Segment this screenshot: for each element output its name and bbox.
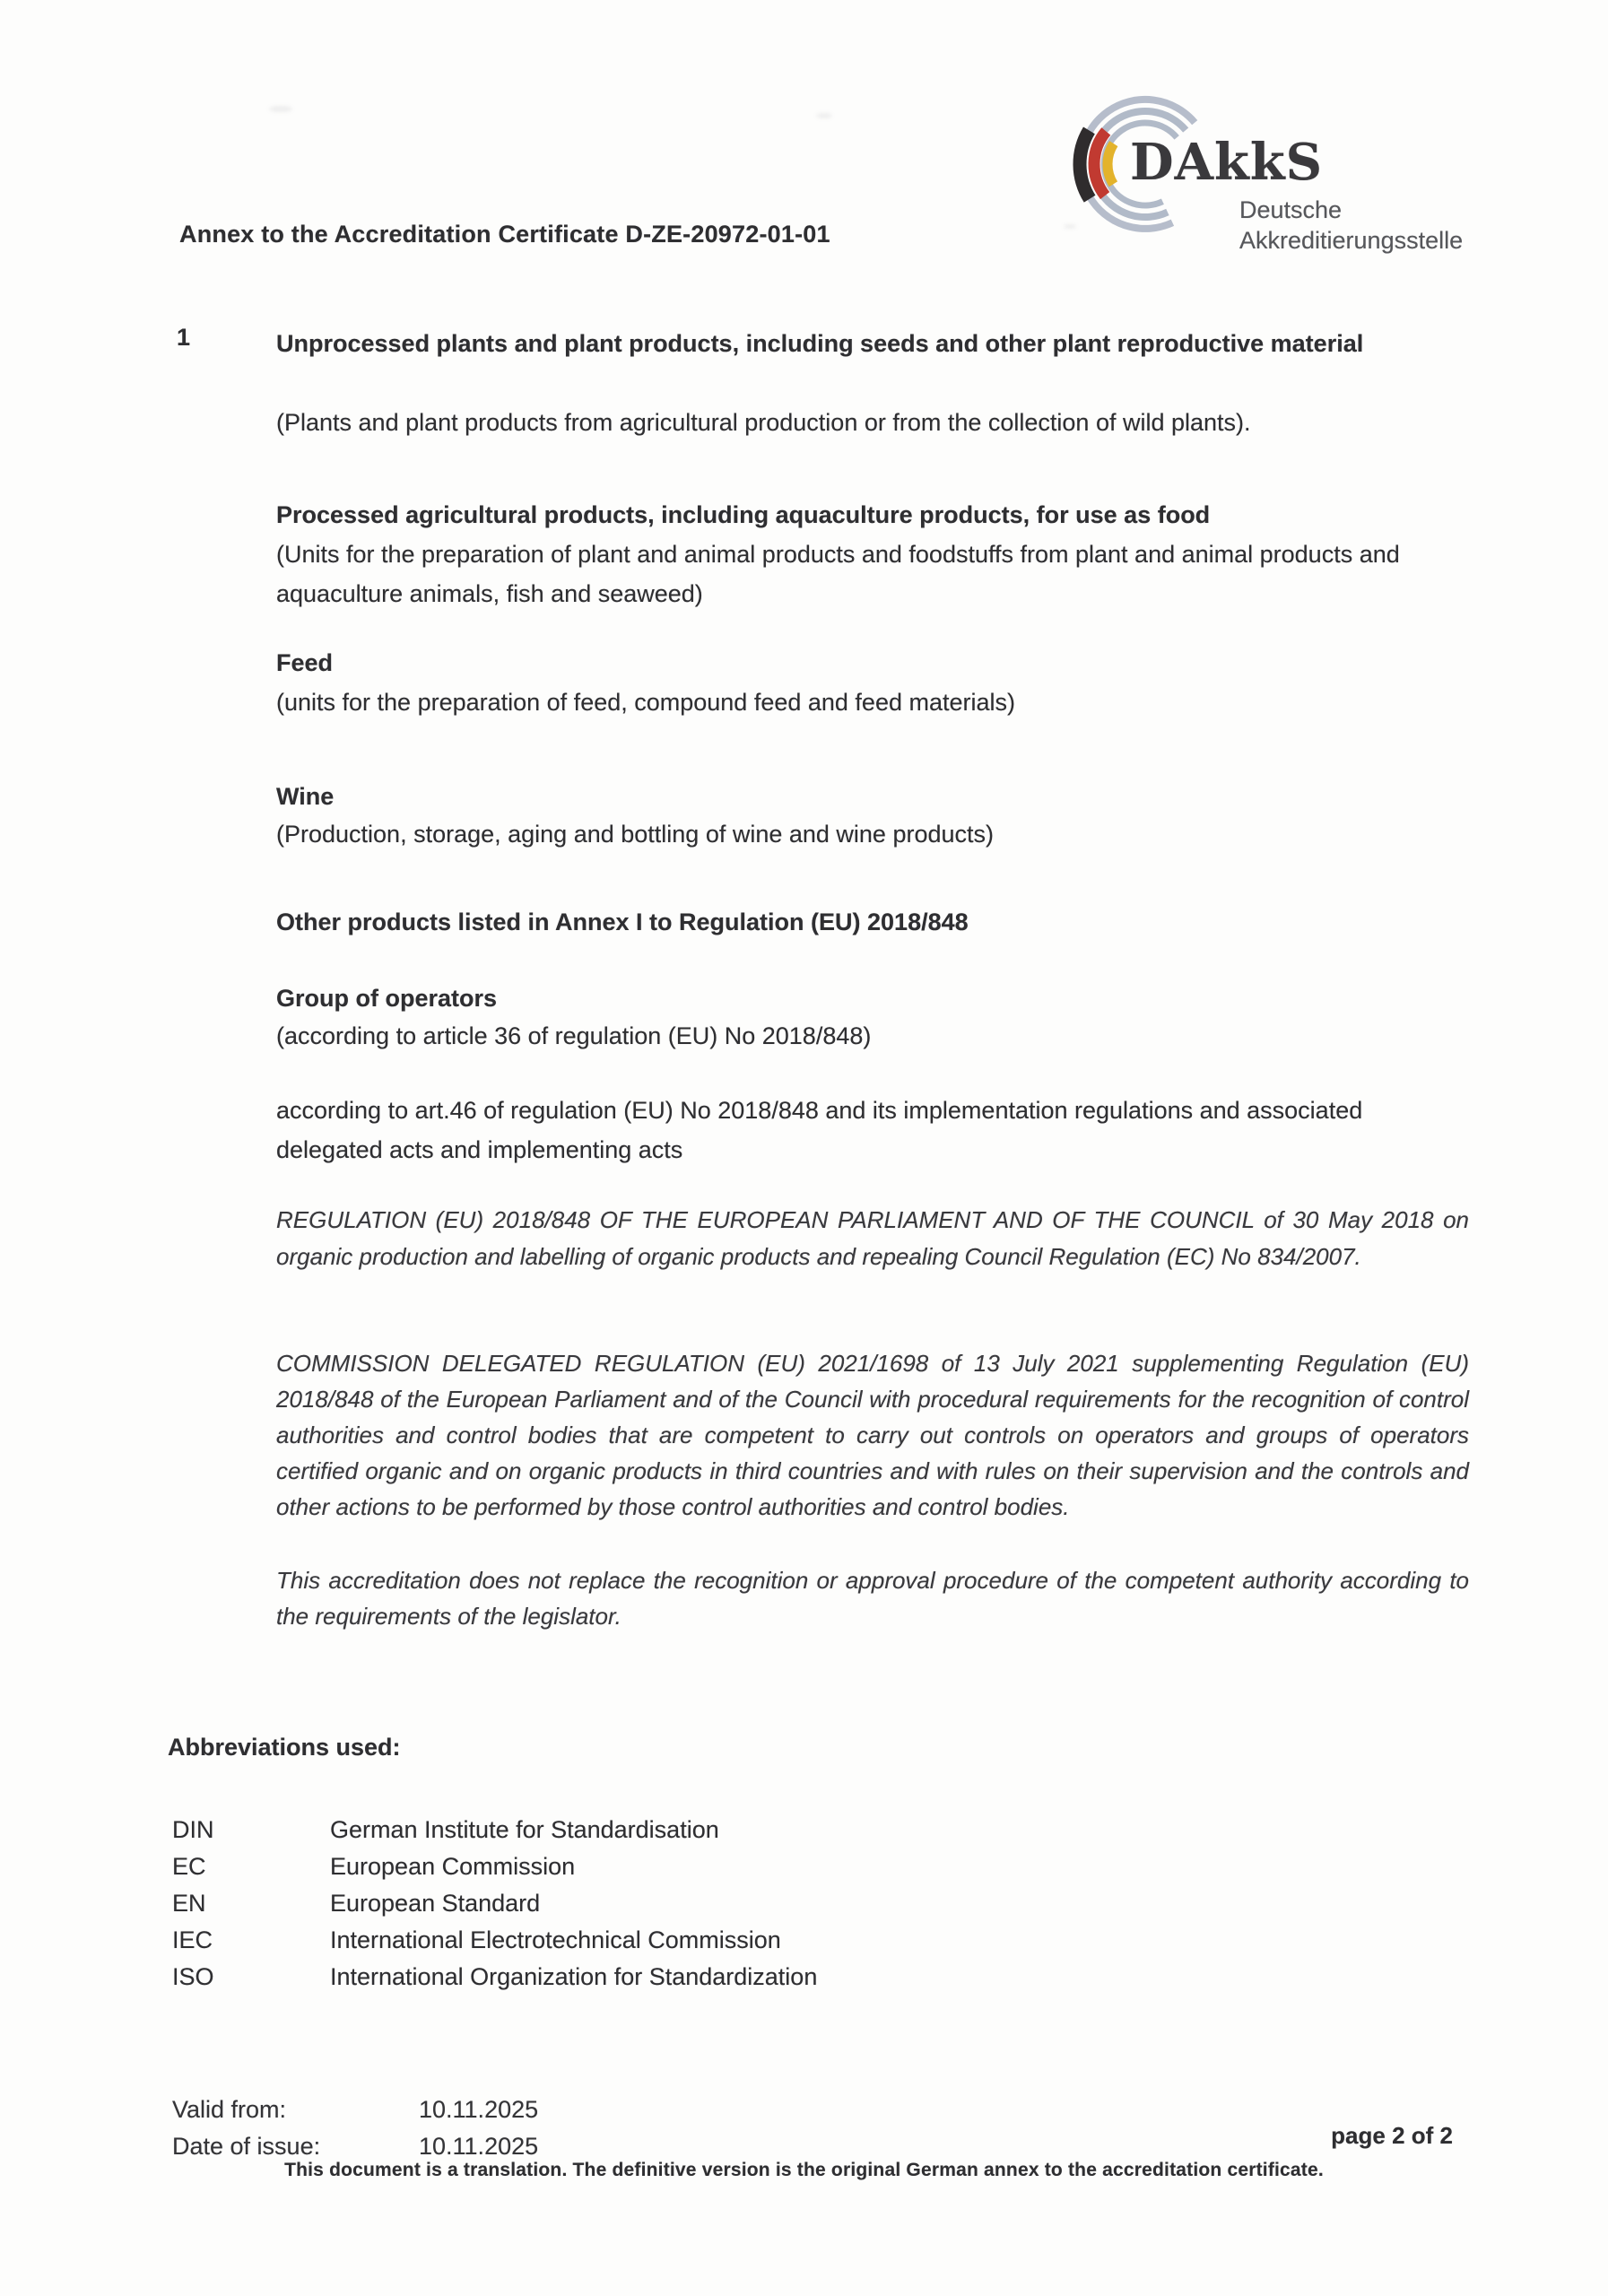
according-paragraph: according to art.46 of regulation (EU) No 2018/848 and its implementation regulations and associated delegated acts and implementing acts: [276, 1097, 1363, 1163]
section-group-heading: Group of operators: [276, 985, 498, 1012]
section-processed-heading: Processed agricultural products, including aquaculture products, for use as food: [276, 501, 1211, 528]
section-feed-heading: Feed: [276, 649, 334, 676]
valid-from-value: 10.11.2025: [419, 2096, 539, 2123]
logo-subtitle-line2: Akkreditierungsstelle: [1239, 227, 1464, 254]
section-other-products-heading: Other products listed in Annex I to Regulation (EU) 2018/848: [276, 909, 969, 935]
dakks-logo: [1045, 56, 1511, 262]
abbr-def-iec: International Electrotechnical Commission: [330, 1926, 781, 1953]
logo-wordmark: DAkkS: [1130, 133, 1324, 192]
date-of-issue-label: Date of issue:: [172, 2133, 321, 2160]
translation-note: This document is a translation. The definitive version is the original German annex to the accreditation certificate.: [284, 2160, 1324, 2180]
abbr-term-din: DIN: [172, 1816, 214, 1843]
abbr-def-din: German Institute for Standardisation: [330, 1816, 719, 1843]
disclaimer-paragraph: This accreditation does not replace the recognition or approval procedure of the competent authority according to the requirements of the legislator.: [276, 1567, 1469, 1630]
abbr-def-en: European Standard: [330, 1890, 541, 1917]
abbr-def-ec: European Commission: [330, 1853, 576, 1880]
abbr-def-iso: International Organization for Standardization: [330, 1963, 818, 1990]
valid-from-label: Valid from:: [172, 2096, 287, 2123]
section-1-body: (Plants and plant products from agricultural production or from the collection of wild plants).: [276, 409, 1251, 436]
regulation-paragraph: REGULATION (EU) 2018/848 OF THE EUROPEAN PARLIAMENT AND OF THE COUNCIL of 30 May 2018 on organic production and labelling of organic products and repealing Council Regulation (EC) No 834/2007.: [276, 1206, 1469, 1270]
scan-artifact: [269, 106, 292, 112]
document-title: Annex to the Accreditation Certificate D-ZE-20972-01-01: [179, 221, 830, 248]
scan-artifact: [816, 113, 832, 118]
section-processed-body: (Units for the preparation of plant and animal products and foodstuffs from plant and animal products and aquaculture animals, fish and seaweed): [276, 541, 1400, 607]
abbr-term-iec: IEC: [172, 1926, 213, 1953]
commission-paragraph: COMMISSION DELEGATED REGULATION (EU) 2021/1698 of 13 July 2021 supplementing Regulation (EU) 2018/848 of the European Parliament and of the Council with procedural requirements for the recognition of control authorities and control bodies that are competent to carry out controls on operators and groups of operators certified organic and on organic products in third countries and with rules on their supervision and the controls and other actions to be performed by those control authorities and control bodies.: [276, 1350, 1469, 1520]
section-feed-body: (units for the preparation of feed, compound feed and feed materials): [276, 689, 1016, 716]
section-wine-heading: Wine: [276, 783, 335, 810]
page-indicator: page 2 of 2: [1331, 2122, 1453, 2149]
section-1-number: 1: [177, 324, 191, 351]
abbr-term-ec: EC: [172, 1853, 206, 1880]
section-group-body: (according to article 36 of regulation (EU) No 2018/848): [276, 1022, 872, 1049]
logo-subtitle-line1: Deutsche: [1239, 196, 1343, 223]
section-wine-body: (Production, storage, aging and bottling of wine and wine products): [276, 821, 994, 848]
abbreviations-heading: Abbreviations used:: [168, 1734, 401, 1761]
date-of-issue-value: 10.11.2025: [419, 2133, 539, 2160]
abbr-term-en: EN: [172, 1890, 206, 1917]
abbr-term-iso: ISO: [172, 1963, 214, 1990]
section-1-heading: Unprocessed plants and plant products, including seeds and other plant reproductive material: [276, 330, 1364, 357]
